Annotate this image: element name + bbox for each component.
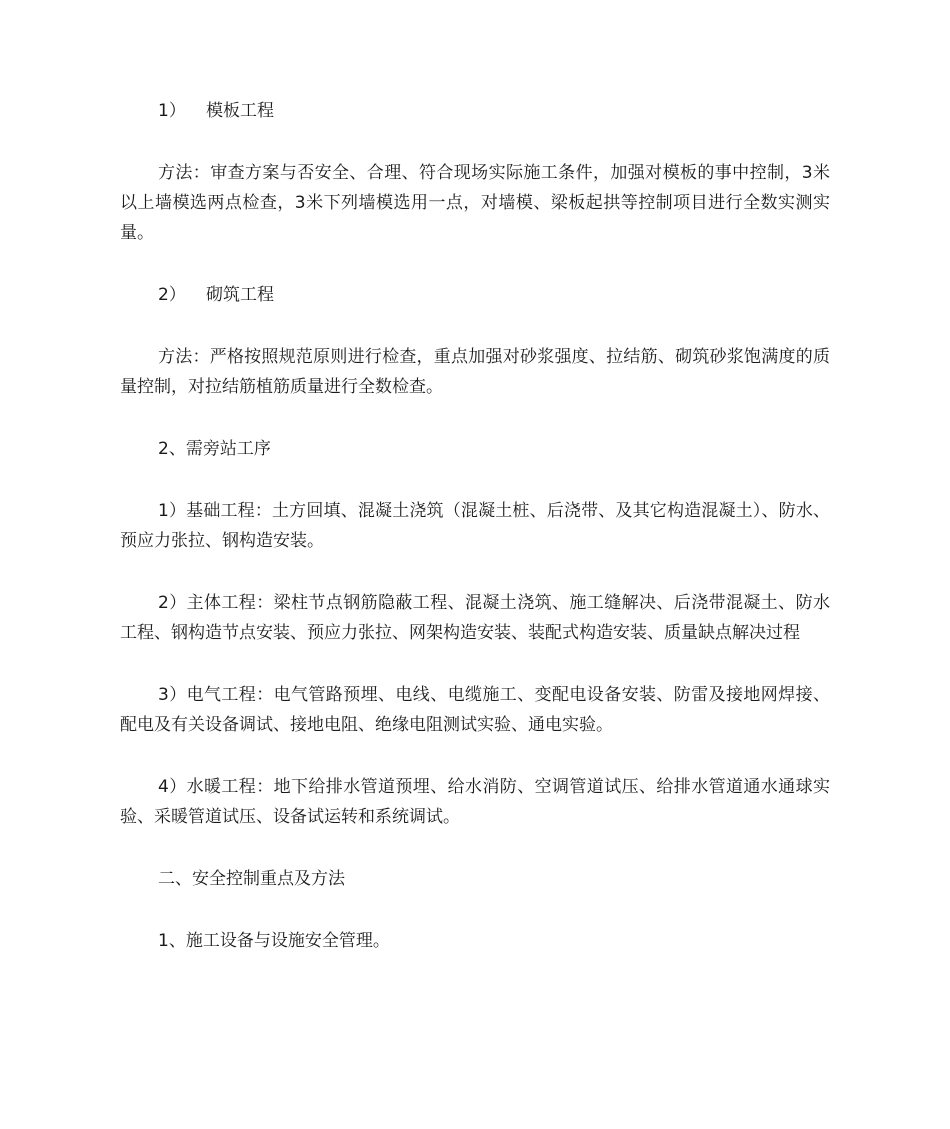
paragraph-masonry-method: 方法：严格按照规范原则进行检查，重点加强对砂浆强度、拉结筋、砌筑砂浆饱满度的质量控制，对拉结筋植筋质量进行全数检查。 (120, 347, 830, 397)
paragraph-plumbing-hvac: 4）水暖工程：地下给排水管道预埋、给水消防、空调管道试压、给排水管道通水通球实验、采暖管道试压、设备试运转和系统调试。 (120, 777, 830, 827)
heading-number: 1） (158, 101, 186, 121)
section-heading-formwork (120, 96, 830, 126)
section-heading-masonry (120, 280, 830, 310)
section-heading-equipment: 1、施工设备与设施安全管理。 (158, 931, 390, 951)
paragraph-electrical: 3）电气工程：电气管路预埋、电线、电缆施工、变配电设备安装、防雷及接地网焊接、配电及有关设备调试、接地电阻、绝缘电阻测试实验、通电实验。 (120, 685, 830, 735)
heading-title: 砌筑工程 (206, 285, 274, 305)
section-heading-safety: 二、安全控制重点及方法 (158, 869, 345, 889)
paragraph-main-structure: 2）主体工程：梁柱节点钢筋隐蔽工程、混凝土浇筑、施工缝解决、后浇带混凝土、防水工程、钢构造节点安装、预应力张拉、网架构造安装、装配式构造安装、质量缺点解决过程 (120, 593, 830, 643)
heading-number: 2） (158, 285, 186, 305)
paragraph-formwork-method: 方法：审查方案与否安全、合理、符合现场实际施工条件，加强对模板的事中控制，3米以上墙模选两点检查，3米下列墙模选用一点，对墙模、梁板起拱等控制项目进行全数实测实量。 (120, 163, 830, 243)
heading-title: 模板工程 (206, 101, 274, 121)
paragraph-foundation: 1）基础工程：土方回填、混凝土浇筑（混凝土桩、后浇带、及其它构造混凝土）、防水、预应力张拉、钢构造安装。 (120, 501, 830, 551)
section-heading-supervision: 2、需旁站工序 (158, 439, 271, 459)
